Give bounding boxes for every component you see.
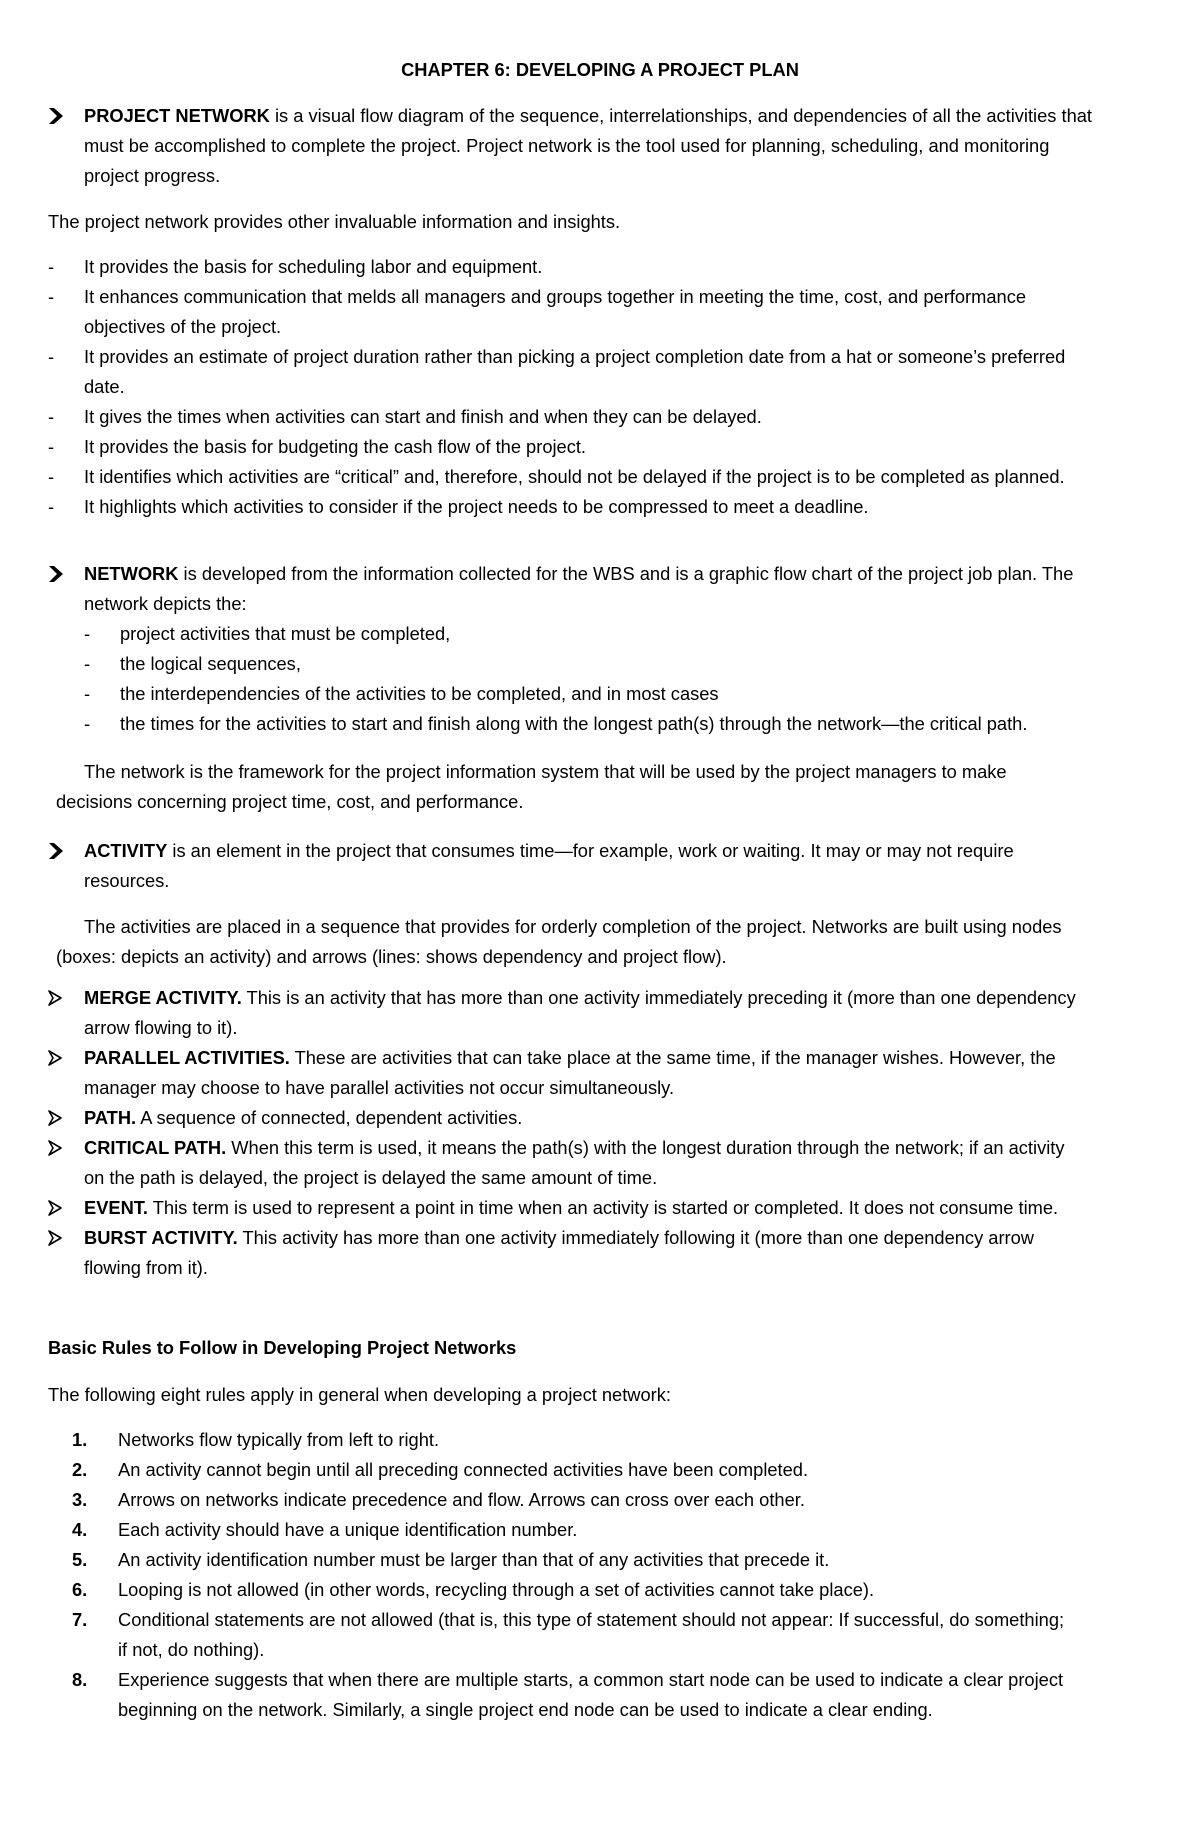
term-text: These are activities that can take place at the same time, if the manager wishes. However, the xyxy=(289,1047,1056,1068)
rule-number: 6. xyxy=(72,1579,88,1600)
network-depicts-text: project activities that must be completed, xyxy=(120,623,451,644)
network-depicts-text: the interdependencies of the activities to be completed, and in most cases xyxy=(120,683,719,704)
insight-item xyxy=(48,342,1152,402)
definition-text: is an element in the project that consumes time—for example, work or waiting. It may or may not require xyxy=(167,840,1014,861)
rule-number: 2. xyxy=(72,1459,88,1480)
dash-bullet: - xyxy=(84,713,91,734)
term-name: PATH. xyxy=(84,1107,137,1128)
definition-text: project progress. xyxy=(84,165,221,186)
term-text: When this term is used, it means the path(s) with the longest duration through the network; if an activity xyxy=(226,1137,1065,1158)
dash-bullet: - xyxy=(84,623,91,644)
insight-item xyxy=(48,252,1152,282)
chevron-bullet-icon xyxy=(48,842,64,860)
rule-number: 3. xyxy=(72,1489,88,1510)
term-name: BURST ACTIVITY. xyxy=(84,1227,238,1248)
term-text: This is an activity that has more than one activity immediately preceding it (more than one dependency xyxy=(241,987,1076,1008)
rule-item xyxy=(48,1545,1152,1575)
term-line xyxy=(48,1103,1152,1133)
definition-text: is developed from the information collected for the WBS and is a graphic flow chart of the project job plan. The xyxy=(178,563,1074,584)
term-text: manager may choose to have parallel activities not occur simultaneously. xyxy=(84,1077,675,1098)
term-item xyxy=(48,1103,1152,1133)
dash-bullet: - xyxy=(48,406,55,427)
term-line xyxy=(48,1223,1152,1253)
arrowhead-bullet-icon xyxy=(48,990,62,1006)
rule-item xyxy=(48,1605,1152,1665)
chevron-bullet-icon xyxy=(48,565,64,583)
page-title: CHAPTER 6: DEVELOPING A PROJECT PLAN xyxy=(401,59,799,80)
term-line xyxy=(48,1193,1152,1223)
insight-text: date. xyxy=(84,376,125,397)
network-depicts-list xyxy=(84,619,1152,739)
dash-bullet: - xyxy=(48,346,55,367)
insight-item xyxy=(48,282,1152,342)
term-network: NETWORK xyxy=(84,563,179,584)
dash-bullet: - xyxy=(84,653,91,674)
term-item xyxy=(48,1133,1152,1193)
term-item xyxy=(48,1223,1152,1283)
network-depicts-item xyxy=(84,649,1152,679)
rule-text: An activity cannot begin until all preceding connected activities have been completed. xyxy=(118,1459,809,1480)
term-item xyxy=(48,983,1152,1043)
rule-text: Arrows on networks indicate precedence and flow. Arrows can cross over each other. xyxy=(118,1489,805,1510)
term-name: EVENT. xyxy=(84,1197,149,1218)
term-text: flowing from it). xyxy=(84,1257,208,1278)
dash-bullet: - xyxy=(48,496,55,517)
insights-intro: The project network provides other invaluable information and insights. xyxy=(48,211,621,232)
arrowhead-bullet-icon xyxy=(48,1110,62,1126)
insight-text: It highlights which activities to consider if the project needs to be compressed to meet a deadline. xyxy=(84,496,869,517)
activity-definition xyxy=(84,836,1152,896)
rule-text: Networks flow typically from left to right. xyxy=(118,1429,440,1450)
insight-text: It enhances communication that melds all managers and groups together in meeting the time, cost, and performance xyxy=(84,286,1027,307)
rules-heading: Basic Rules to Follow in Developing Project Networks xyxy=(48,1337,517,1358)
insight-text: objectives of the project. xyxy=(84,316,282,337)
rule-text: Each activity should have a unique identification number. xyxy=(118,1519,578,1540)
activity-paragraph xyxy=(56,912,1152,972)
network-paragraph xyxy=(56,757,1152,817)
insight-text: It provides an estimate of project duration rather than picking a project completion date from a hat or someone’s preferred xyxy=(84,346,1066,367)
rule-item xyxy=(48,1485,1152,1515)
rule-text: Experience suggests that when there are multiple starts, a common start node can be used to indicate a clear project xyxy=(118,1669,1064,1690)
term-item xyxy=(48,1193,1152,1223)
rule-text: Conditional statements are not allowed (that is, this type of statement should not appear: If successful, do something; xyxy=(118,1609,1065,1630)
term-text: on the path is delayed, the project is delayed the same amount of time. xyxy=(84,1167,658,1188)
paragraph-line: decisions concerning project time, cost, and performance. xyxy=(56,791,524,812)
term-text: This activity has more than one activity immediately following it (more than one dependency arrow xyxy=(237,1227,1034,1248)
term-name: CRITICAL PATH. xyxy=(84,1137,227,1158)
dash-bullet: - xyxy=(48,466,55,487)
rule-number: 5. xyxy=(72,1549,88,1570)
rule-item xyxy=(48,1515,1152,1545)
network-depicts-item xyxy=(84,709,1152,739)
insight-item xyxy=(48,432,1152,462)
arrowhead-bullet-icon xyxy=(48,1230,62,1246)
paragraph-line: The network is the framework for the project information system that will be used by the project managers to make xyxy=(84,761,1007,782)
rule-number: 8. xyxy=(72,1669,88,1690)
insight-text: It identifies which activities are “critical” and, therefore, should not be delayed if the project is to be completed as planned. xyxy=(84,466,1065,487)
network-depicts-text: the times for the activities to start and finish along with the longest path(s) through the network—the critical path. xyxy=(120,713,1028,734)
dash-bullet: - xyxy=(48,436,55,457)
insight-item xyxy=(48,462,1152,492)
definition-text: network depicts the: xyxy=(84,593,247,614)
term-text: A sequence of connected, dependent activities. xyxy=(136,1107,523,1128)
network-depicts-text: the logical sequences, xyxy=(120,653,301,674)
rule-number: 4. xyxy=(72,1519,88,1540)
dash-bullet: - xyxy=(84,683,91,704)
rule-text: beginning on the network. Similarly, a single project end node can be used to indicate a clear ending. xyxy=(118,1699,933,1720)
term-name: MERGE ACTIVITY. xyxy=(84,987,242,1008)
term-project-network: PROJECT NETWORK xyxy=(84,105,270,126)
term-line xyxy=(48,1133,1152,1163)
rules-list xyxy=(48,1425,1152,1725)
project-network-definition xyxy=(84,101,1152,191)
network-depicts-item xyxy=(84,679,1152,709)
rule-item xyxy=(48,1665,1152,1725)
network-depicts-item xyxy=(84,619,1152,649)
rule-item xyxy=(48,1455,1152,1485)
rule-number: 1. xyxy=(72,1429,88,1450)
term-name: PARALLEL ACTIVITIES. xyxy=(84,1047,290,1068)
dash-bullet: - xyxy=(48,286,55,307)
rule-item xyxy=(48,1425,1152,1455)
definition-text: resources. xyxy=(84,870,170,891)
terms-list xyxy=(48,983,1152,1283)
network-definition xyxy=(84,559,1152,619)
term-text: arrow flowing to it). xyxy=(84,1017,238,1038)
insight-item xyxy=(48,492,1152,522)
rule-item xyxy=(48,1575,1152,1605)
rule-text: Looping is not allowed (in other words, recycling through a set of activities cannot take place). xyxy=(118,1579,875,1600)
term-line xyxy=(48,983,1152,1013)
chevron-bullet-icon xyxy=(48,107,64,125)
insight-text: It provides the basis for scheduling labor and equipment. xyxy=(84,256,543,277)
paragraph-line: (boxes: depicts an activity) and arrows (lines: shows dependency and project flow). xyxy=(56,946,727,967)
term-item xyxy=(48,1043,1152,1103)
rules-intro: The following eight rules apply in general when developing a project network: xyxy=(48,1384,671,1405)
term-activity: ACTIVITY xyxy=(84,840,168,861)
insights-list xyxy=(48,252,1152,522)
arrowhead-bullet-icon xyxy=(48,1200,62,1216)
insight-item xyxy=(48,402,1152,432)
dash-bullet: - xyxy=(48,256,55,277)
paragraph-line: The activities are placed in a sequence that provides for orderly completion of the project. Networks are built using nodes xyxy=(84,916,1062,937)
rule-number: 7. xyxy=(72,1609,88,1630)
definition-text: must be accomplished to complete the project. Project network is the tool used for planning, scheduling, and monitoring xyxy=(84,135,1050,156)
term-text: This term is used to represent a point in time when an activity is started or completed. It does not consume time. xyxy=(148,1197,1059,1218)
arrowhead-bullet-icon xyxy=(48,1050,62,1066)
insight-text: It provides the basis for budgeting the cash flow of the project. xyxy=(84,436,587,457)
rule-text: if not, do nothing). xyxy=(118,1639,265,1660)
term-line xyxy=(48,1043,1152,1073)
definition-text: is a visual flow diagram of the sequence, interrelationships, and dependencies of all the activities that xyxy=(269,105,1092,126)
arrowhead-bullet-icon xyxy=(48,1140,62,1156)
insight-text: It gives the times when activities can start and finish and when they can be delayed. xyxy=(84,406,762,427)
rule-text: An activity identification number must be larger than that of any activities that precede it. xyxy=(118,1549,830,1570)
